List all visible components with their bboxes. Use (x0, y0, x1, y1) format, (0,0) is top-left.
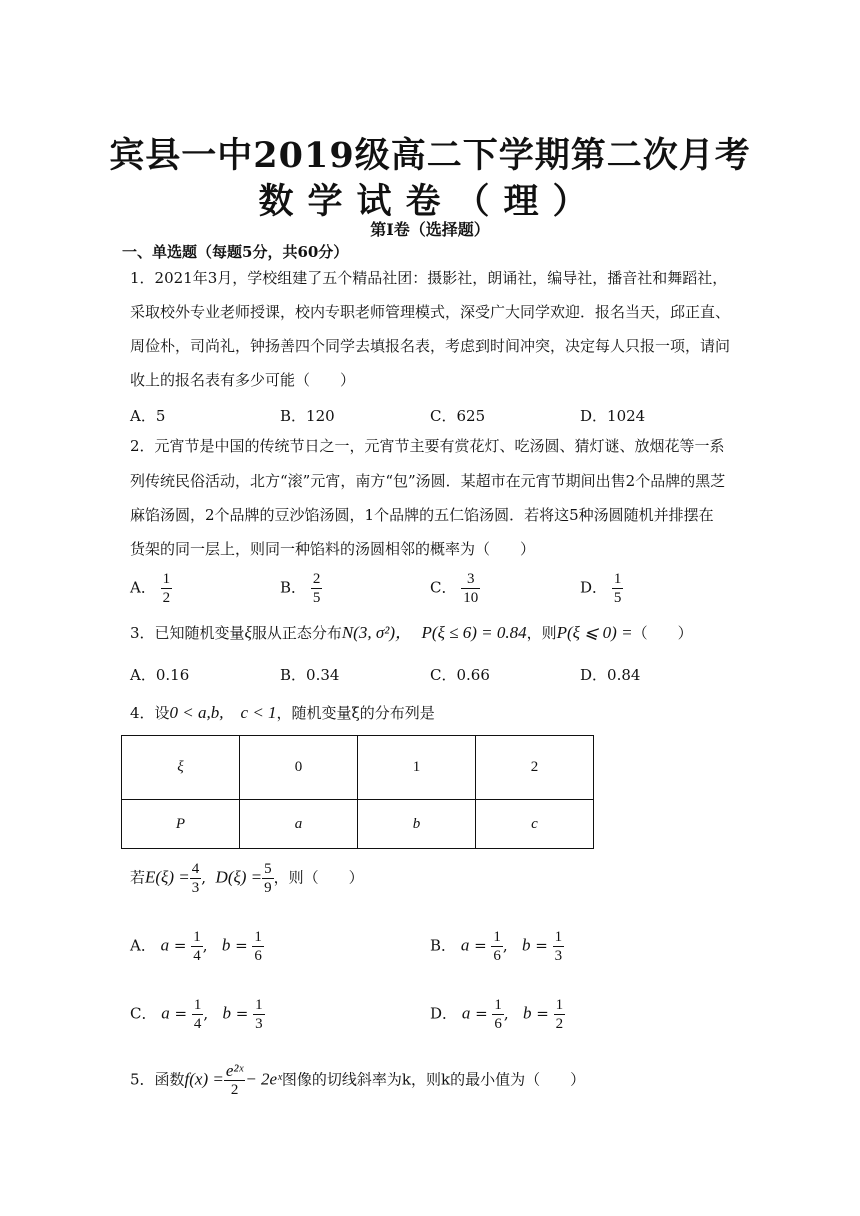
q1-line-4: 收上的报名表有多少可能（ ） (130, 371, 356, 389)
exam-subtitle: 数学试卷（理） (258, 181, 602, 222)
fraction: $\frac{1}{3}$ (554, 929, 563, 964)
fraction: $\frac{1}{4}$ (193, 929, 201, 964)
option-label: C． (430, 578, 457, 597)
q2-option-a (130, 570, 172, 607)
option-label: B． (430, 936, 457, 955)
section-heading: 一、单选题（每题5分，共60分） (122, 243, 349, 261)
table-row (122, 736, 594, 800)
table-cell: b (358, 800, 476, 849)
q2-option-b (280, 570, 322, 607)
q5-rest: − 2eˣ (245, 1069, 282, 1089)
fraction: $\frac{2}{5}$ (312, 571, 321, 606)
q4-option-d: D． a = $\frac{1}{6}$ , b = $\frac{1}{2}$ (430, 997, 564, 1032)
q4-given-suffix: ，则（ ） (273, 868, 364, 887)
q4-stem (130, 703, 435, 723)
option-label: D． (430, 1004, 458, 1023)
q4-given-e: E(ξ) = (145, 867, 190, 887)
q3-normal: N(3, σ²)， (341, 623, 412, 642)
fraction: $\frac{4}{3}$ (191, 861, 200, 896)
q1-option-b: B．120 (280, 407, 335, 425)
q3-cond: P(ξ ≤ 6) = 0.84 (421, 623, 527, 642)
q4-given-d: D(ξ) = (215, 867, 263, 887)
q5-prefix: 5．函数 (130, 1070, 185, 1089)
q3-option-c: C．0.66 (430, 666, 490, 684)
q3-then: ，则 (526, 624, 557, 642)
fraction: $\frac{1}{5}$ (613, 571, 622, 606)
table-cell: 1 (358, 736, 476, 800)
fraction: $\frac{1}{3}$ (255, 997, 263, 1032)
q3-option-a: A．0.16 (130, 666, 190, 684)
table-cell: P (122, 800, 240, 849)
q3-option-d: D．0.84 (580, 666, 641, 684)
q2-option-d (580, 570, 623, 607)
q5-suffix: 图像的切线斜率为k，则k的最小值为（ ） (281, 1070, 586, 1089)
table-cell: c (476, 800, 594, 849)
q4-option-b: B． a = $\frac{1}{6}$ , b = $\frac{1}{3}$ (430, 929, 563, 964)
q2-option-c (430, 570, 480, 607)
q2-line-3: 麻馅汤圆，2个品牌的豆沙馅汤圆，1个品牌的五仁馅汤圆．若将这5种汤圆随机并排摆在 (130, 506, 714, 524)
table-cell: a (240, 800, 358, 849)
q4-prefix: 4．设 (130, 704, 170, 722)
table-cell: 2 (476, 736, 594, 800)
q2-line-1: 2．元宵节是中国的传统节日之一，元宵节主要有赏花灯、吃汤圆、猜灯谜、放烟花等一系 (130, 437, 725, 455)
distribution-table (121, 735, 594, 849)
q4-option-a: A． a = $\frac{1}{4}$ , b = $\frac{1}{6}$ (130, 929, 262, 964)
q1-line-2: 采取校外专业老师授课，校内专职老师管理模式，深受广大同学欢迎．报名当天，邱正直、 (130, 303, 731, 321)
q5-stem (130, 1062, 585, 1099)
table-cell: ξ (122, 736, 240, 800)
q2-line-4: 货架的同一层上，则同一种馅料的汤圆相邻的概率为（ ） (130, 540, 536, 558)
q3-prefix: 3．已知随机变量 (130, 624, 245, 642)
fraction: $\frac{1}{6}$ (493, 929, 501, 964)
option-label: A． (130, 936, 156, 955)
q4-given-prefix: 若 (130, 868, 146, 887)
q1-line-3: 周俭朴，司尚礼，钟扬善四个同学去填报名表，考虑到时间冲突，决定每人只报一项，请问 (130, 337, 731, 355)
q5-fx: f(x) = (184, 1069, 224, 1089)
exam-title: 宾县一中2019级高二下学期第二次月考 (109, 135, 751, 176)
q4-cond: 0 < a,b, c < 1 (169, 703, 277, 722)
q3-mid: 服从正态分布 (251, 624, 342, 642)
q1-line-1: 1．2021年3月，学校组建了五个精品社团：摄影社，朗诵社，编导社，播音社和舞蹈社， (130, 269, 728, 287)
q1-option-c: C．625 (430, 407, 486, 425)
q4-given: 若E(ξ) = $\frac{4}{3}$ , D(ξ) = $\frac{5}{9}$ ，则（ ） (130, 861, 364, 896)
option-label: B． (280, 578, 307, 597)
option-label: A． (130, 578, 156, 597)
q4-suffix: ，随机变量ξ的分布列是 (276, 704, 435, 722)
q2-line-2: 列传统民俗活动，北方“滚”元宵，南方“包”汤圆．某超市在元宵节期间出售2个品牌的黑芝 (130, 472, 726, 490)
table-row (122, 800, 594, 849)
fraction: $\frac{1}{4}$ (193, 997, 202, 1032)
table-cell: 0 (240, 736, 358, 800)
q3-stem: 3．已知随机变量ξ服从正态分布N(3, σ²)， P(ξ ≤ 6) = 0.84，则P(ξ ⩽ 0) =（ ） (130, 623, 693, 642)
q3-option-b: B．0.34 (280, 666, 340, 684)
fraction: $\frac{1}{6}$ (254, 929, 262, 964)
fraction: $\frac{1}{2}$ (555, 997, 564, 1032)
fraction: $\frac{5}{9}$ (264, 861, 272, 896)
option-label: C． (130, 1004, 157, 1023)
q3-paren: （ ） (632, 624, 693, 642)
q4-option-c: C． a = $\frac{1}{4}$ , b = $\frac{1}{3}$ (130, 997, 263, 1032)
option-label: D． (580, 578, 608, 597)
fraction: $\frac{\text{e²ˣ}}{2}$ (225, 1061, 244, 1098)
fraction: $\frac{3}{10}$ (463, 571, 479, 606)
fraction: $\frac{1}{6}$ (494, 997, 502, 1032)
q1-option-d: D．1024 (580, 407, 646, 425)
exam-part-label: 第Ⅰ卷（选择题） (370, 220, 490, 239)
fraction: $\frac{1}{2}$ (162, 571, 171, 606)
q3-ask: P(ξ ⩽ 0) = (556, 623, 633, 642)
q1-option-a: A．5 (130, 407, 166, 425)
